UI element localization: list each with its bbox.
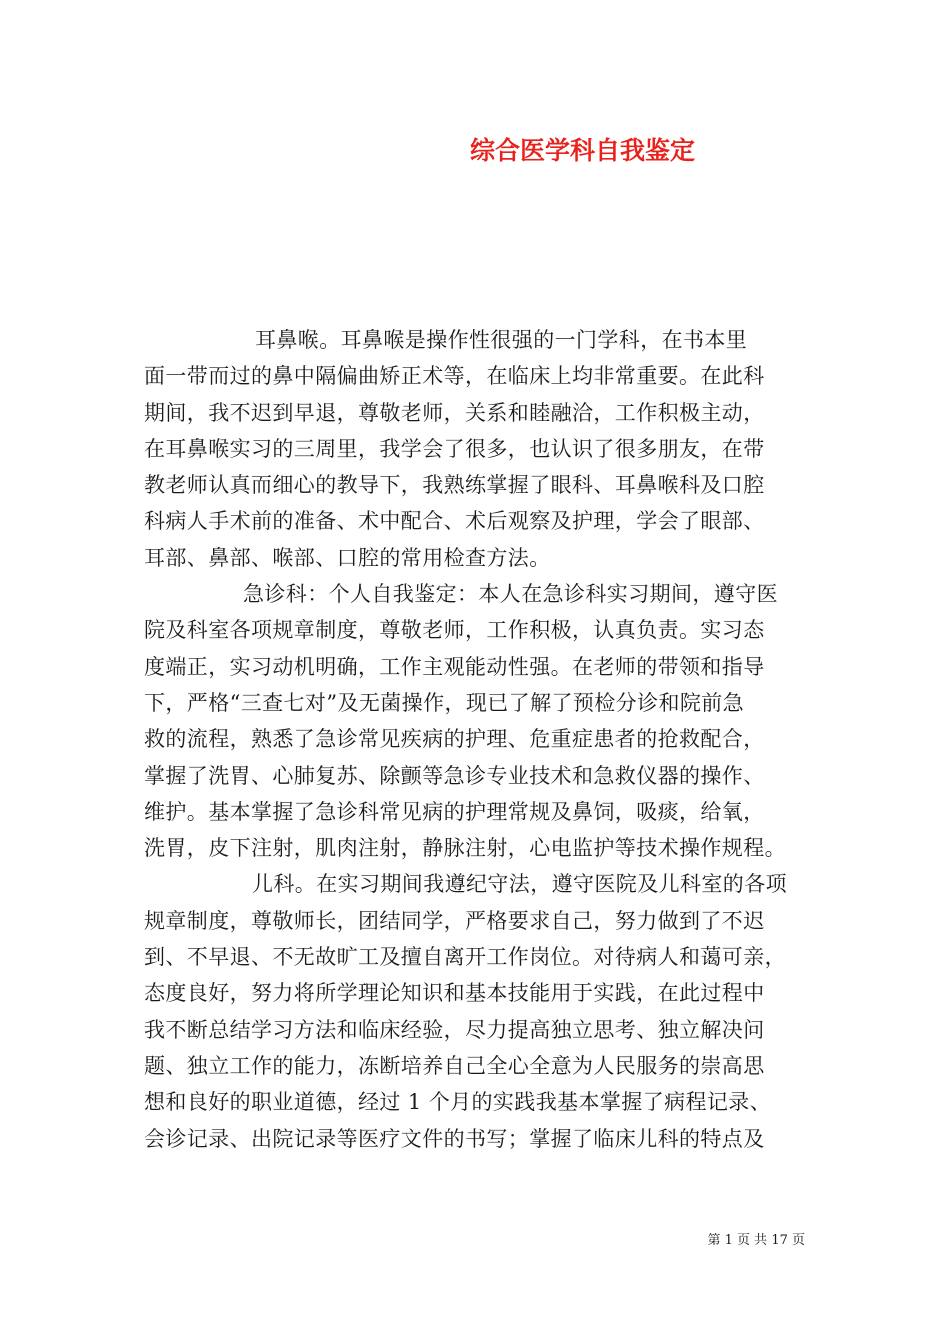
paragraph-emergency <box>144 576 804 866</box>
document-body <box>144 322 804 1157</box>
text-line: 院及科室各项规章制度，尊敬老师，工作积极，认真负责。实习态 <box>144 618 765 643</box>
text-line: 洗胃，皮下注射，肌肉注射，静脉注射，心电监护等技术操作规程。 <box>144 836 786 861</box>
text-line: 掌握了洗胃、心肺复苏、除颤等急诊专业技术和急救仪器的操作、 <box>144 763 765 788</box>
text-line: 教老师认真而细心的教导下，我熟练掌握了眼科、耳鼻喉科及口腔 <box>144 473 765 498</box>
text-line: 会诊记录、出院记录等医疗文件的书写；掌握了临床儿科的特点及 <box>144 1126 765 1151</box>
text-line: 儿科。在实习期间我遵纪守法，遵守医院及儿科室的各项 <box>252 872 787 897</box>
page-title: 综合医学科自我鉴定 <box>470 136 696 165</box>
text-line: 科病人手术前的准备、术中配合、术后观察及护理，学会了眼部、 <box>144 509 765 534</box>
page-number: 第 1 页 共 17 页 <box>707 1233 805 1248</box>
text-line: 态度良好，努力将所学理论知识和基本技能用于实践，在此过程中 <box>144 981 765 1006</box>
text-line: 维护。基本掌握了急诊科常见病的护理常规及鼻饲，吸痰，给氧， <box>144 799 765 824</box>
text-line: 题、独立工作的能力，冻断培养自己全心全意为人民服务的崇高思 <box>144 1053 765 1078</box>
paragraph-pediatrics <box>144 866 804 1156</box>
text-line: 耳部、鼻部、喉部、口腔的常用检查方法。 <box>144 545 551 570</box>
text-line: 面一带而过的鼻中隔偏曲矫正术等，在临床上均非常重要。在此科 <box>144 364 765 389</box>
text-line: 耳鼻喉。耳鼻喉是操作性很强的一门学科，在书本里 <box>255 328 748 352</box>
text-line: 想和良好的职业道德，经过 1 个月的实践我基本掌握了病程记录、 <box>144 1090 772 1115</box>
paragraph-ent <box>144 322 804 576</box>
text-line: 度端正，实习动机明确，工作主观能动性强。在老师的带领和指导 <box>144 654 765 679</box>
text-line: 到、不早退、不无故旷工及擅自离开工作岗位。对待病人和蔼可亲， <box>144 945 786 970</box>
text-line: 在耳鼻喉实习的三周里，我学会了很多，也认识了很多朋友，在带 <box>144 436 765 461</box>
text-line: 救的流程，熟悉了急诊常见疾病的护理、危重症患者的抢救配合， <box>144 727 765 752</box>
text-line: 规章制度，尊敬师长，团结同学，严格要求自己，努力做到了不迟 <box>144 908 765 933</box>
text-line: 我不断总结学习方法和临床经验，尽力提高独立思考、独立解决问 <box>144 1017 765 1042</box>
text-line: 急诊科：个人自我鉴定：本人在急诊科实习期间，遵守医 <box>243 582 778 607</box>
text-line: 期间，我不迟到早退，尊敬老师，关系和睦融洽，工作积极主动， <box>144 400 765 425</box>
text-line: 下，严格“三查七对”及无菌操作，现已了解了预检分诊和院前急 <box>144 690 745 715</box>
